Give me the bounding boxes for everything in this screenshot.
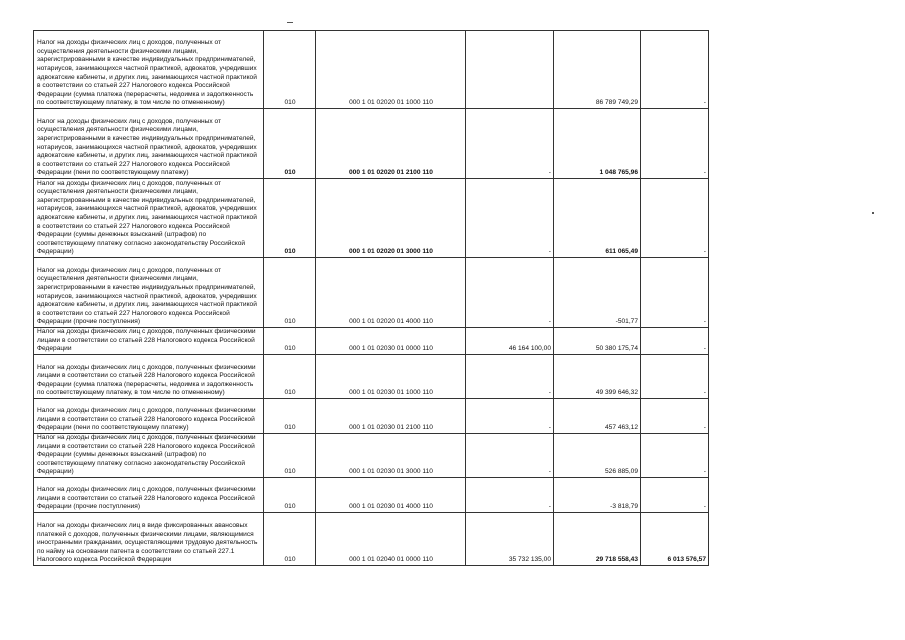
row-approved: 46 164 100,00 <box>466 328 554 355</box>
table-row <box>34 355 709 399</box>
row-executed: 526 885,09 <box>554 434 641 478</box>
row-budget-code: 000 1 01 02040 01 0000 110 <box>316 513 466 566</box>
row-unexecuted: - <box>641 355 709 399</box>
row-approved: - <box>466 179 554 258</box>
row-executed: -501,77 <box>554 258 641 328</box>
row-executed: 457 463,12 <box>554 399 641 434</box>
row-line-code: 010 <box>264 434 316 478</box>
row-executed: 86 789 749,29 <box>554 31 641 109</box>
row-unexecuted: - <box>641 179 709 258</box>
row-name: Налог на доходы физических лиц с доходов, полученных от осуществления деятельности физическими лицами, зарегистрированными в качестве индивидуальных предпринимателей, нотариусов, занимающихся частной практикой, адвокатов, учредивших адвокатские кабинеты, и других лиц, занимающихся частной практикой в соответствии со статьей 227 Налогового кодекса Российской Федерации (суммы денежных взысканий (штрафов) по соответствующему платежу согласно законодательству Российской Федерации) <box>34 179 264 258</box>
row-line-code: 010 <box>264 31 316 109</box>
table-row <box>34 328 709 355</box>
row-approved: - <box>466 434 554 478</box>
row-executed: 50 380 175,74 <box>554 328 641 355</box>
row-executed: 29 718 558,43 <box>554 513 641 566</box>
row-line-code: 010 <box>264 355 316 399</box>
row-budget-code: 000 1 01 02020 01 3000 110 <box>316 179 466 258</box>
table-row <box>34 31 709 109</box>
row-unexecuted: - <box>641 328 709 355</box>
row-budget-code: 000 1 01 02030 01 2100 110 <box>316 399 466 434</box>
row-name: Налог на доходы физических лиц с доходов, полученных от осуществления деятельности физическими лицами, зарегистрированными в качестве индивидуальных предпринимателей, нотариусов, занимающихся частной практикой, адвокатов, учредивших адвокатские кабинеты, и других лиц, занимающихся частной практикой в соответствии со статьей 227 Налогового кодекса Российской Федерации (сумма платежа (перерасчеты, недоимка и задолженность по соответствующему платежу, в том числе по отмененному) <box>34 31 264 109</box>
row-executed: 49 399 646,32 <box>554 355 641 399</box>
row-unexecuted: - <box>641 399 709 434</box>
row-line-code: 010 <box>264 478 316 513</box>
budget-revenue-table <box>33 30 709 566</box>
row-line-code: 010 <box>264 179 316 258</box>
row-line-code: 010 <box>264 513 316 566</box>
table-row <box>34 399 709 434</box>
row-line-code: 010 <box>264 399 316 434</box>
row-budget-code: 000 1 01 02030 01 3000 110 <box>316 434 466 478</box>
row-unexecuted: - <box>641 109 709 179</box>
row-line-code: 010 <box>264 258 316 328</box>
row-unexecuted: - <box>641 434 709 478</box>
row-executed: 611 065,49 <box>554 179 641 258</box>
row-unexecuted: 6 013 576,57 <box>641 513 709 566</box>
row-budget-code: 000 1 01 02030 01 0000 110 <box>316 328 466 355</box>
scan-mark <box>287 22 293 23</box>
row-unexecuted: - <box>641 31 709 109</box>
scan-mark <box>872 212 874 214</box>
row-name: Налог на доходы физических лиц с доходов, полученных физическими лицами в соответствии со статьей 228 Налогового кодекса Российской Федерации (прочие поступления) <box>34 478 264 513</box>
row-approved: - <box>466 478 554 513</box>
row-approved <box>466 31 554 109</box>
row-approved: - <box>466 399 554 434</box>
row-budget-code: 000 1 01 02020 01 4000 110 <box>316 258 466 328</box>
row-name: Налог на доходы физических лиц в виде фиксированных авансовых платежей с доходов, полученных физическими лицами, являющимися иностранными гражданами, осуществляющими трудовую деятельность по найму на основании патента в соответствии со статьей 227.1 Налогового кодекса Российской Федерации <box>34 513 264 566</box>
row-name: Налог на доходы физических лиц с доходов, полученных от осуществления деятельности физическими лицами, зарегистрированными в качестве индивидуальных предпринимателей, нотариусов, занимающихся частной практикой, адвокатов, учредивших адвокатские кабинеты, и других лиц, занимающихся частной практикой в соответствии со статьей 227 Налогового кодекса Российской Федерации (пени по соответствующему платежу) <box>34 109 264 179</box>
table-row <box>34 109 709 179</box>
row-approved: - <box>466 258 554 328</box>
table-row <box>34 478 709 513</box>
table-row <box>34 258 709 328</box>
row-budget-code: 000 1 01 02030 01 1000 110 <box>316 355 466 399</box>
row-budget-code: 000 1 01 02020 01 1000 110 <box>316 31 466 109</box>
row-name: Налог на доходы физических лиц с доходов, полученных от осуществления деятельности физическими лицами, зарегистрированными в качестве индивидуальных предпринимателей, нотариусов, занимающихся частной практикой, адвокатов, учредивших адвокатские кабинеты, и других лиц, занимающихся частной практикой в соответствии со статьей 227 Налогового кодекса Российской Федерации (прочие поступления) <box>34 258 264 328</box>
row-line-code: 010 <box>264 328 316 355</box>
row-budget-code: 000 1 01 02030 01 4000 110 <box>316 478 466 513</box>
row-executed: -3 818,79 <box>554 478 641 513</box>
row-approved: - <box>466 355 554 399</box>
row-name: Налог на доходы физических лиц с доходов, полученных физическими лицами в соответствии со статьей 228 Налогового кодекса Российской Федерации (пени по соответствующему платежу) <box>34 399 264 434</box>
row-name: Налог на доходы физических лиц с доходов, полученных физическими лицами в соответствии со статьей 228 Налогового кодекса Российской Федерации <box>34 328 264 355</box>
row-name: Налог на доходы физических лиц с доходов, полученных физическими лицами в соответствии со статьей 228 Налогового кодекса Российской Федерации (сумма платежа (перерасчеты, недоимка и задолженность по соответствующему платежу, в том числе по отмененному) <box>34 355 264 399</box>
row-approved: - <box>466 109 554 179</box>
table-row <box>34 179 709 258</box>
row-budget-code: 000 1 01 02020 01 2100 110 <box>316 109 466 179</box>
table-row <box>34 434 709 478</box>
row-unexecuted: - <box>641 478 709 513</box>
table-row <box>34 513 709 566</box>
row-line-code: 010 <box>264 109 316 179</box>
row-unexecuted: - <box>641 258 709 328</box>
row-approved: 35 732 135,00 <box>466 513 554 566</box>
row-name: Налог на доходы физических лиц с доходов, полученных физическими лицами в соответствии со статьей 228 Налогового кодекса Российской Федерации (суммы денежных взысканий (штрафов) по соответствующему платежу согласно законодательству Российской Федерации) <box>34 434 264 478</box>
row-executed: 1 048 765,96 <box>554 109 641 179</box>
